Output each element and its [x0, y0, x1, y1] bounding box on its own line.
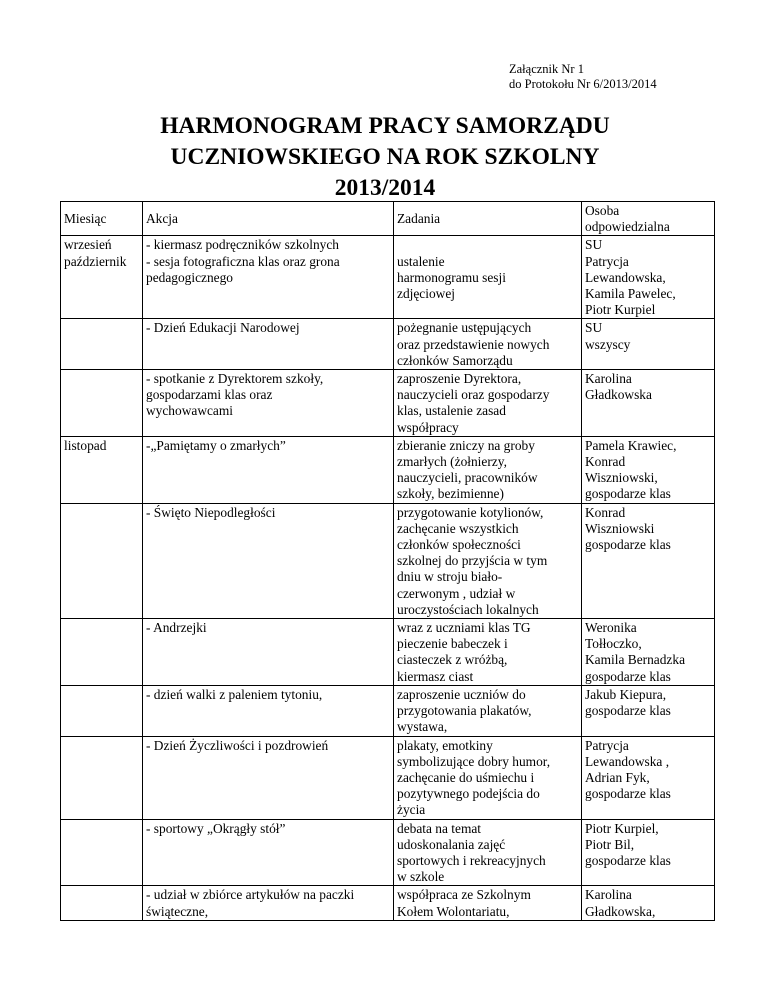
header-person-line: odpowiedzialna — [585, 219, 670, 235]
header-tasks: Zadania — [394, 202, 582, 236]
cell-person — [582, 685, 715, 736]
table-row — [61, 319, 715, 370]
person-line: Kamila Pawelec, — [585, 286, 676, 302]
person-line: gospodarze klas — [585, 486, 671, 502]
person-line: gospodarze klas — [585, 537, 671, 553]
person-line: Piotr Kurpiel, — [585, 820, 659, 836]
tasks-line: pieczenie babeczek i — [397, 636, 508, 652]
tasks-line: kiermasz ciast — [397, 668, 474, 684]
tasks-line: plakaty, emotkiny — [397, 737, 493, 753]
cell-action — [143, 619, 394, 686]
tasks-line: debata na temat — [397, 820, 482, 836]
annex-line-2: do Protokołu Nr 6/2013/2014 — [509, 77, 657, 91]
tasks-line: zachęcanie do uśmiechu i — [397, 769, 535, 785]
table-row — [61, 736, 715, 819]
tasks-line: ustalenie — [397, 253, 445, 269]
cell-month — [61, 436, 143, 503]
cell-person — [582, 370, 715, 437]
tasks-line: zaproszenie uczniów do — [397, 686, 526, 702]
action-line: świąteczne, — [146, 903, 209, 919]
cell-person — [582, 436, 715, 503]
person-line: gospodarze klas — [585, 786, 671, 802]
person-line: gospodarze klas — [585, 668, 671, 684]
cell-tasks — [394, 619, 582, 686]
table-row — [61, 503, 715, 618]
cell-action — [143, 370, 394, 437]
action-line: - sportowy „Okrągły stół” — [146, 820, 286, 836]
person-line: Kamila Bernadzka — [585, 652, 686, 668]
tasks-line: zmarłych (żołnierzy, — [397, 454, 507, 470]
person-line: SU — [585, 320, 603, 336]
person-line: Pamela Krawiec, — [585, 437, 677, 453]
action-line: gospodarzami klas oraz — [146, 387, 273, 403]
cell-month — [61, 685, 143, 736]
tasks-line: oraz przedstawienie nowych — [397, 336, 550, 352]
month-line: październik — [64, 253, 127, 269]
tasks-line: współpracy — [397, 419, 459, 435]
person-line: Adrian Fyk, — [585, 769, 650, 785]
person-line: Jakub Kiepura, — [585, 686, 667, 702]
person-line: Lewandowska , — [585, 753, 670, 769]
person-line: gospodarze klas — [585, 703, 671, 719]
person-line: Lewandowska, — [585, 269, 666, 285]
tasks-line: w szkole — [397, 869, 445, 885]
month-line: wrzesień — [64, 237, 112, 253]
tasks-line: członków Samorządu — [397, 352, 513, 368]
tasks-line: przygotowanie kotylionów, — [397, 504, 544, 520]
tasks-line: ciasteczek z wróżbą, — [397, 652, 508, 668]
action-line: pedagogicznego — [146, 269, 233, 285]
tasks-line: szkoły, bezimienne) — [397, 486, 504, 502]
person-line: Piotr Kurpiel — [585, 302, 656, 318]
person-line: Karolina — [585, 887, 632, 903]
cell-month — [61, 319, 143, 370]
tasks-line: pożegnanie ustępujących — [397, 320, 532, 336]
cell-month — [61, 619, 143, 686]
tasks-line: przygotowania plakatów, — [397, 703, 532, 719]
tasks-line: uroczystościach lokalnych — [397, 601, 539, 617]
action-line: - Dzień Edukacji Narodowej — [146, 320, 300, 336]
tasks-line: udoskonalania zajęć — [397, 836, 506, 852]
cell-month — [61, 886, 143, 920]
annex-line-1: Załącznik Nr 1 — [509, 62, 584, 76]
table-row — [61, 685, 715, 736]
person-line: wszyscy — [585, 336, 631, 352]
cell-tasks — [394, 819, 582, 886]
cell-tasks — [394, 736, 582, 819]
tasks-line: symbolizujące dobry humor, — [397, 753, 551, 769]
tasks-line: zaproszenie Dyrektora, — [397, 371, 522, 387]
cell-person — [582, 319, 715, 370]
action-line: -„Pamiętamy o zmarłych” — [146, 437, 286, 453]
cell-tasks — [394, 436, 582, 503]
table-row — [61, 236, 715, 319]
month-line: listopad — [64, 437, 107, 453]
cell-month — [61, 236, 143, 319]
schedule-table — [60, 201, 715, 921]
header-person — [582, 202, 715, 236]
tasks-line: szkolnej do przyjścia w tym — [397, 553, 548, 569]
cell-tasks — [394, 236, 582, 319]
tasks-line: Kołem Wolontariatu, — [397, 903, 510, 919]
cell-month — [61, 819, 143, 886]
tasks-line: sportowych i rekreacyjnych — [397, 852, 546, 868]
tasks-line — [397, 237, 579, 253]
person-line: Wiszniowski — [585, 520, 655, 536]
action-line: - Dzień Życzliwości i pozdrowień — [146, 737, 329, 753]
person-line: Tołłoczko, — [585, 636, 642, 652]
tasks-line: czerwonym , udział w — [397, 585, 516, 601]
cell-action — [143, 236, 394, 319]
tasks-line: członków społeczności — [397, 537, 521, 553]
action-line: - sesja fotograficzna klas oraz grona — [146, 253, 340, 269]
cell-action — [143, 819, 394, 886]
cell-tasks — [394, 886, 582, 920]
action-line: - udział w zbiórce artykułów na paczki — [146, 887, 355, 903]
person-line: Piotr Bil, — [585, 836, 635, 852]
tasks-line: zbieranie zniczy na groby — [397, 437, 535, 453]
cell-action — [143, 436, 394, 503]
table-row — [61, 436, 715, 503]
table-row — [61, 619, 715, 686]
action-line: - Święto Niepodległości — [146, 504, 276, 520]
cell-person — [582, 886, 715, 920]
person-line: Konrad — [585, 504, 626, 520]
annex-note — [509, 62, 657, 92]
table-row — [61, 370, 715, 437]
person-line: Patrycja — [585, 253, 629, 269]
person-line: SU — [585, 237, 603, 253]
tasks-line: zachęcanie wszystkich — [397, 520, 519, 536]
person-line: Wiszniowski, — [585, 470, 658, 486]
cell-person — [582, 503, 715, 618]
tasks-line: współpraca ze Szkolnym — [397, 887, 531, 903]
tasks-line: nauczycieli oraz gospodarzy — [397, 387, 550, 403]
person-line: Gładkowska — [585, 387, 652, 403]
tasks-line: harmonogramu sesji — [397, 269, 506, 285]
person-line: Patrycja — [585, 737, 629, 753]
cell-person — [582, 236, 715, 319]
tasks-line: zdjęciowej — [397, 286, 455, 302]
cell-month — [61, 370, 143, 437]
person-line: Karolina — [585, 371, 632, 387]
action-line: - kiermasz podręczników szkolnych — [146, 237, 339, 253]
cell-person — [582, 736, 715, 819]
cell-action — [143, 685, 394, 736]
cell-person — [582, 819, 715, 886]
tasks-line: pozytywnego podejścia do — [397, 786, 540, 802]
tasks-line: wystawa, — [397, 719, 448, 735]
cell-person — [582, 619, 715, 686]
action-line: - spotkanie z Dyrektorem szkoły, — [146, 371, 324, 387]
cell-tasks — [394, 370, 582, 437]
tasks-line: dniu w stroju biało- — [397, 569, 503, 585]
action-line: - dzień walki z paleniem tytoniu, — [146, 686, 323, 702]
table-row — [61, 819, 715, 886]
title-line-3: 2013/2014 — [334, 175, 436, 201]
header-action: Akcja — [143, 202, 394, 236]
cell-tasks — [394, 319, 582, 370]
header-month: Miesiąc — [61, 202, 143, 236]
document-title — [60, 111, 710, 204]
person-line: Weronika — [585, 620, 637, 636]
tasks-line: nauczycieli, pracowników — [397, 470, 538, 486]
tasks-line: życia — [397, 802, 426, 818]
table-header-row — [61, 202, 715, 236]
cell-month — [61, 503, 143, 618]
action-line: - Andrzejki — [146, 620, 207, 636]
tasks-line: wraz z uczniami klas TG — [397, 620, 531, 636]
header-person-line: Osoba — [585, 203, 620, 218]
table-row — [61, 886, 715, 920]
person-line: Gładkowska, — [585, 903, 656, 919]
cell-month — [61, 736, 143, 819]
person-line: Konrad — [585, 454, 626, 470]
action-line: wychowawcami — [146, 403, 234, 419]
cell-action — [143, 503, 394, 618]
person-line: gospodarze klas — [585, 852, 671, 868]
title-line-2: UCZNIOWSKIEGO NA ROK SZKOLNY — [170, 144, 600, 170]
cell-action — [143, 319, 394, 370]
cell-tasks — [394, 685, 582, 736]
title-line-1: HARMONOGRAM PRACY SAMORZĄDU — [160, 113, 610, 139]
cell-action — [143, 886, 394, 920]
tasks-line: klas, ustalenie zasad — [397, 403, 506, 419]
cell-action — [143, 736, 394, 819]
cell-tasks — [394, 503, 582, 618]
